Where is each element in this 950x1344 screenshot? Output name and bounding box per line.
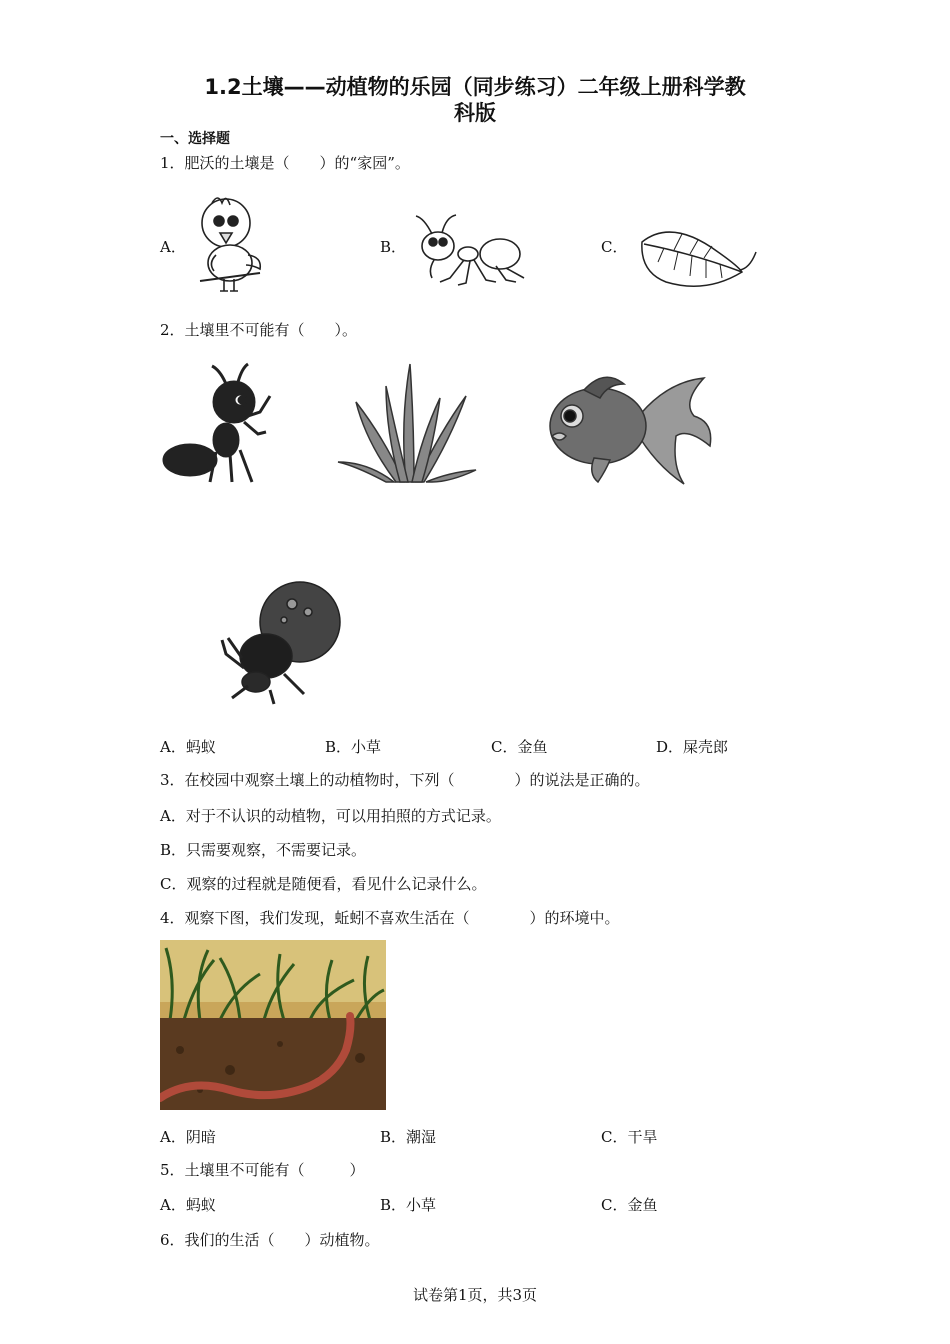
question-5-stem: 5．土壤里不可能有（ ） xyxy=(160,1161,365,1179)
ant-icon xyxy=(408,208,530,292)
leaf-icon xyxy=(634,222,760,294)
goldfish-icon xyxy=(544,362,712,488)
question-5-option-a: A．蚂蚁 xyxy=(160,1196,216,1214)
question-2-option-c: C．金鱼 xyxy=(491,738,548,756)
question-5-option-c: C．金鱼 xyxy=(601,1196,658,1214)
question-3-option-b: B．只需要观察，不需要记录。 xyxy=(160,841,367,859)
page-footer: 试卷第1页，共3页 xyxy=(412,1286,538,1304)
question-4-option-c: C．干旱 xyxy=(601,1128,658,1146)
question-5-option-b: B．小草 xyxy=(380,1196,437,1214)
question-2-option-a: A．蚂蚁 xyxy=(160,738,216,756)
question-1-stem: 1．肥沃的土壤是（ ）的“家园”。 xyxy=(160,154,410,172)
question-2-option-d: D．屎壳郎 xyxy=(656,738,729,756)
page-title-line1: 1.2土壤——动植物的乐园（同步练习）二年级上册科学教 xyxy=(204,75,746,99)
earthworm-soil-icon xyxy=(160,940,386,1110)
question-3-option-c: C．观察的过程就是随便看，看见什么记录什么。 xyxy=(160,875,487,893)
question-3-option-a: A．对于不认识的动植物，可以用拍照的方式记录。 xyxy=(160,807,501,825)
question-3-stem: 3．在校园中观察土壤上的动植物时，下列（ ）的说法是正确的。 xyxy=(160,771,650,789)
question-1-option-c: C． xyxy=(601,238,628,256)
question-6-stem: 6．我们的生活（ ）动植物。 xyxy=(160,1231,380,1249)
question-4-stem: 4．观察下图，我们发现，蚯蚓不喜欢生活在（ ）的环境中。 xyxy=(160,909,620,927)
chick-icon xyxy=(190,193,270,297)
question-2-option-b: B．小草 xyxy=(325,738,382,756)
dung-beetle-icon xyxy=(220,578,344,706)
question-4-option-a: A．阴暗 xyxy=(160,1128,216,1146)
ant-silhouette-icon xyxy=(160,360,280,486)
grass-icon xyxy=(336,356,480,486)
question-1-option-a: A． xyxy=(160,238,186,256)
question-2-stem: 2．土壤里不可能有（ ）。 xyxy=(160,321,358,339)
question-1-option-b: B． xyxy=(380,238,407,256)
section-heading: 一、选择题 xyxy=(160,131,230,147)
question-4-option-b: B．潮湿 xyxy=(380,1128,437,1146)
page-title-line2: 科版 xyxy=(454,101,496,125)
